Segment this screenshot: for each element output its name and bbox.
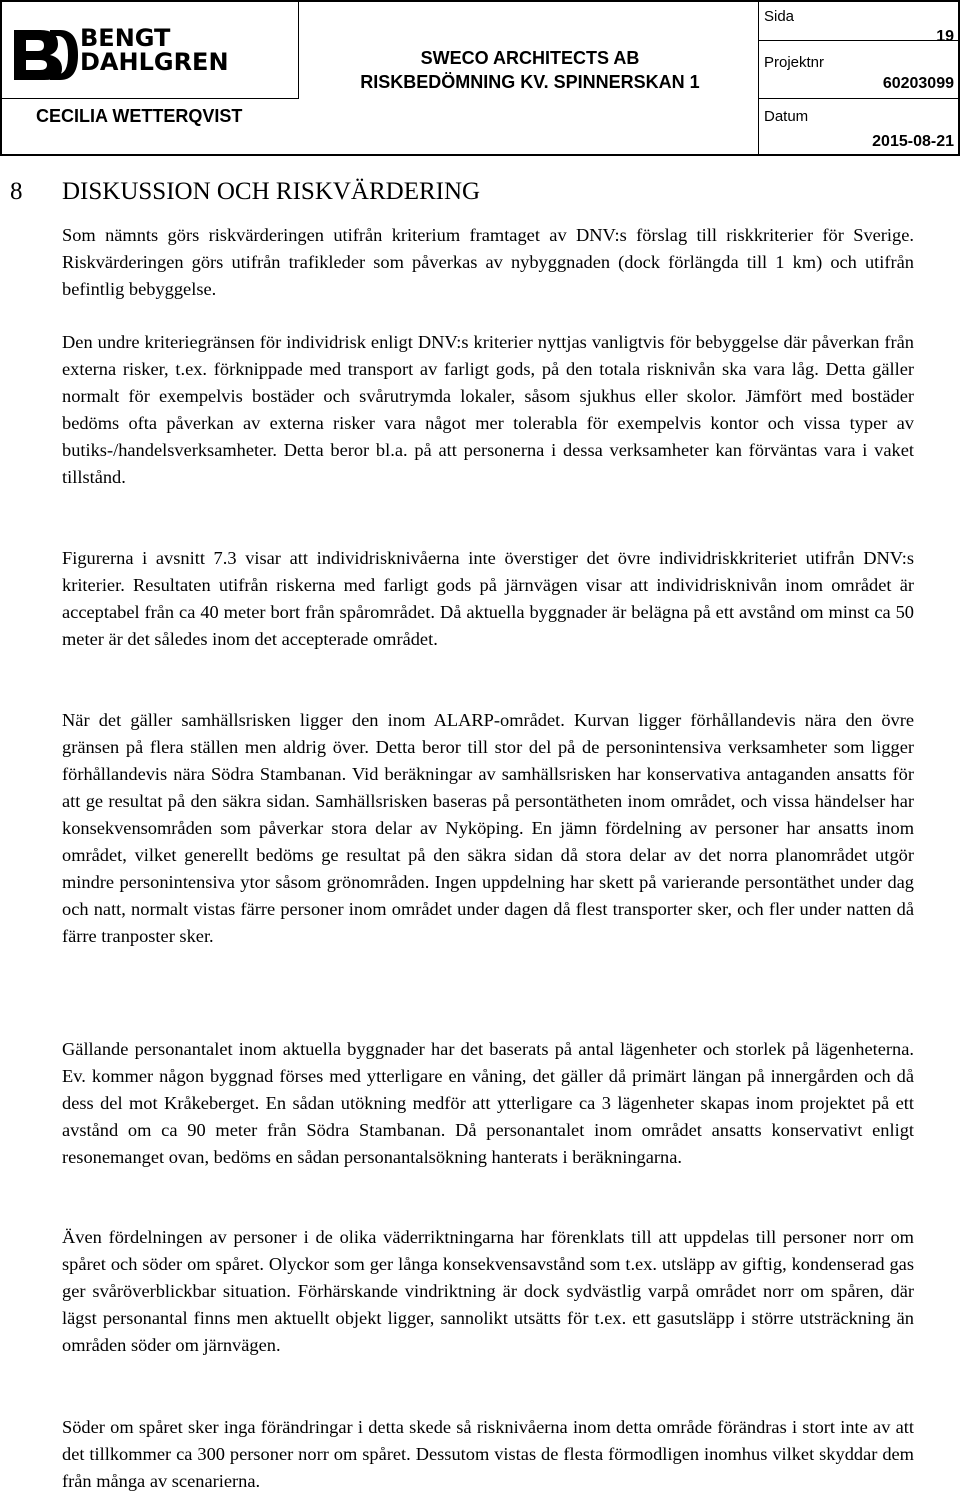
paragraph-2: Den undre kriteriegränsen för individrisk enligt DNV:s kriterier nyttjas vanligtvis för bebyggelse där påverkan från externa risker, t.ex. förknippade med transport av farligt gods, på den totala risknivån ska vara låg. Detta gäller normalt för exempelvis bostäder och svårutrymda lokaler, såsom sjukhus eller skolor. Jämfört med bostäder bedöms ofta påverkan av externa risker vara något mer tolerabla för exempelvis kontor och vissa typer av butiks-/handelsverksamheter. Detta beror bl.a. på att personerna i dessa verksamheter kan förväntas vara i vaket tillstånd. [62, 332, 914, 487]
header-divider-right [758, 0, 759, 156]
logo-line-1: BENGT [80, 24, 171, 52]
section-number: 8 [10, 178, 23, 205]
logo-line-2: DAHLGREN [80, 48, 229, 76]
logo-wordmark [80, 26, 229, 74]
header-left-border [0, 0, 2, 156]
page-label: Sida [764, 8, 795, 25]
company-logo [10, 24, 310, 84]
author-name: CECILIA WETTERQVIST [36, 106, 243, 126]
company-block [330, 46, 730, 94]
header-divider-page [758, 40, 960, 41]
paragraph-6: Även fördelningen av personer i de olika väderriktningarna har förenklats till att uppdelas till personer norr om spåret och söder om spåret. Olyckor som ger långa konsekvensavstånd som t.ex. utsläpp av giftig, kondenserad gas ger svåröverblickbar situation. Förhärskande vindriktning är dock sydvästlig varpå området norr om spåren, där lägst personantal finns men aktuellt objekt ligger, sannolikt utsätts för t.ex. ett gasutsläpp i större utsträckning än områden söder om järnvägen. [62, 1227, 914, 1355]
header-top-border [0, 0, 960, 2]
paragraph-4: När det gäller samhällsrisken ligger den inom ALARP-området. Kurvan ligger förhållandevis nära den övre gränsen på flera ställen men aldrig över. Detta beror till stor del på de personintensiva verksamheter som ligger förhållandevis nära Södra Stambanan. Vid beräkningar av samhällsrisken har konservativa antaganden ansatts för att ge resultat på den säkra sidan. Samhällsrisken baseras på persontätheten inom området, och vissa händelser har konsekvensområden som påverkar stora delar av Nyköping. En jämn fördelning av personer har ansatts inom området, vilket generellt bedöms ge resultat på den säkra sidan då stora delar av det norra planområdet utgör mindre personintensiva ytor såsom grönområden. Ingen uppdelning har skett på varierande persontäthet under dag och natt, normalt vistas färre personer inom området under dagen då flest transporter sker, och fler under natten då färre tranposter sker. [62, 710, 914, 946]
project-number: 60203099 [882, 75, 954, 92]
page-number: 19 [936, 28, 954, 45]
paragraph-1: Som nämnts görs riskvärderingen utifrån kriterium framtaget av DNV:s förslag till riskkriterier för Sverige. Riskvärderingen görs utifrån trafikleder som påverkas av nybyggnaden (dock förlängda till 1 km) och utifrån befintlig bebyggelse. [62, 225, 914, 299]
section-title: DISKUSSION OCH RISKVÄRDERING [62, 178, 481, 205]
bengt-dahlgren-logo-icon [10, 24, 80, 84]
paragraph-7: Söder om spåret sker inga förändringar i detta skede så risknivåerna inom detta område förändras i stort inte av att det tillkommer ca 300 personer norr om spåret. Dessutom vistas de flesta förmodligen inomhus vilket skyddar dem från många av scenarierna. [62, 1417, 914, 1491]
project-title: RISKBEDÖMNING KV. SPINNERSKAN 1 [360, 72, 700, 92]
header-divider-author [0, 98, 299, 99]
project-number-label: Projektnr [764, 54, 825, 71]
paragraph-3: Figurerna i avsnitt 7.3 visar att individrisknivåerna inte överstiger det övre individriskkriteriet utifrån DNV:s kriterier. Resultaten utifrån riskerna med farligt gods på järnvägen visar att individrisknivån inom området är acceptabel från ca 40 meter bort från spårområdet. Då aktuella byggnader är belägna på ett avstånd om minst ca 50 meter är det således inom det accepterade området. [62, 548, 914, 649]
page-header [0, 0, 960, 156]
header-bottom-border [0, 154, 960, 156]
date-label: Datum [764, 108, 809, 125]
date-value: 2015-08-21 [872, 133, 954, 150]
header-divider-projectno [758, 98, 960, 99]
company-name: SWECO ARCHITECTS AB [420, 48, 640, 68]
paragraph-5: Gällande personantalet inom aktuella byggnader har det baserats på antal lägenheter och storlek på lägenheterna. Ev. kommer någon byggnad förses med ytterligare en våning, det gäller då primärt längan på innergården och då dess del mot Kråkeberget. En sådan utökning medför att ytterligare ca 3 lägenheter skapas inom projektet på ett avstånd om ca 90 meter från Södra Stambanan. Då personantalet inom området ansatts konservativt enligt resonemanget ovan, bedöms en sådan personantalsökning hanterats i beräkningarna. [62, 1039, 914, 1167]
